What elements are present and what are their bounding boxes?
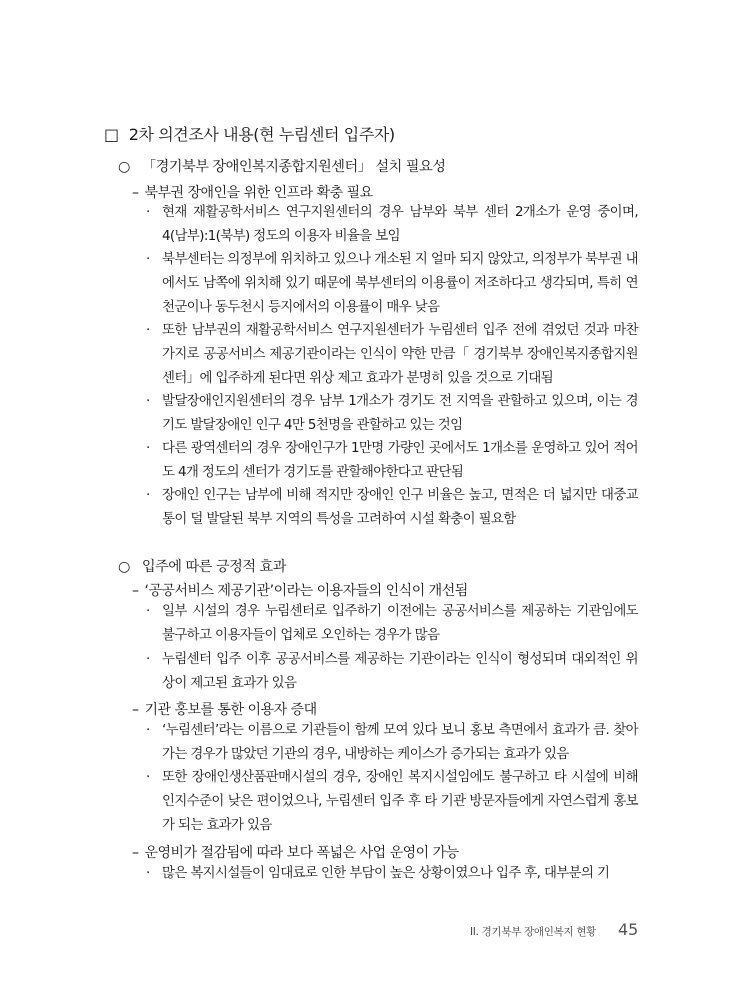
bullet-item: · 북부센터는 의정부에 위치하고 있으나 개소된 지 얼마 되지 않았고, 의정부가 북부권 내에서도 남쪽에 위치해 있기 때문에 북부센터의 이용률이 저조하다고 생각되며, 특히 연천군이나 동두천시 등지에서의 이용률이 매우 낮음	[146, 248, 638, 320]
circle-bullet-icon: ○	[118, 159, 130, 175]
dot-bullet-icon: ·	[146, 770, 150, 785]
dot-bullet-icon: ·	[146, 723, 150, 738]
section-heading	[104, 122, 395, 145]
dot-bullet-icon: ·	[146, 205, 150, 220]
subsection-title-2: ○ 입주에 따른 긍정적 효과	[118, 559, 286, 575]
bullet-item: · ‘누림센터’라는 이름으로 기관들이 함께 모여 있다 보니 홍보 측면에서 효과가 큼. 찾아가는 경우가 많았던 기관의 경우, 내방하는 케이스가 증가되는 효과가 있음	[146, 719, 638, 767]
dot-bullet-icon: ·	[146, 441, 150, 456]
bullet-item: · 현재 재활공학서비스 연구지원센터의 경우 남부와 북부 센터 2개소가 운영 중이며, 4(남부):1(북부) 정도의 이용자 비율을 보임	[146, 201, 638, 249]
bullet-item: · 다른 광역센터의 경우 장애인구가 1만명 가량인 곳에서도 1개소를 운영하고 있어 적어도 4개 정도의 센터가 경기도를 관할해야한다고 판단됨	[146, 437, 638, 485]
bullet-item: · 또한 장애인생산품판매시설의 경우, 장애인 복지시설임에도 불구하고 타 시설에 비해 인지수준이 낮은 편이었으나, 누림센터 입주 후 타 기관 방문자들에게 자연스럽게 홍보가 되는 효과가 있음	[146, 766, 638, 838]
dot-bullet-icon: ·	[146, 866, 150, 881]
bullet-item: · 일부 시설의 경우 누림센터로 입주하기 이전에는 공공서비스를 제공하는 기관임에도 불구하고 이용자들이 업체로 오인하는 경우가 많음	[146, 600, 638, 648]
dot-bullet-icon: ·	[146, 652, 150, 667]
dot-bullet-icon: ·	[146, 604, 150, 619]
bullet-item: · 누림센터 입주 이후 공공서비스를 제공하는 기관이라는 인식이 형성되며 대외적인 위상이 제고된 효과가 있음	[146, 648, 638, 696]
dot-bullet-icon: ·	[146, 394, 150, 409]
sub-point-title: – ‘공공서비스 제공기관’이라는 이용자들의 인식이 개선됨	[132, 583, 468, 599]
dot-bullet-icon: ·	[146, 252, 150, 267]
circle-bullet-icon: ○	[118, 559, 130, 575]
bullet-item: · 많은 복지시설들이 임대료로 인한 부담이 높은 상황이였으나 입주 후, 대부분의 기	[146, 862, 638, 886]
checkbox-square-icon: □	[104, 125, 119, 144]
subsection-title-1: ○ 「경기북부 장애인복지종합지원센터」 설치 필요성	[118, 159, 446, 175]
section-heading-text: 2차 의견조사 내용(현 누림센터 입주자)	[128, 125, 395, 144]
dot-bullet-icon: ·	[146, 488, 150, 503]
sub-point-title: – 운영비가 절감됨에 따라 보다 폭넓은 사업 운영이 가능	[132, 845, 459, 861]
sub-point-title: – 기관 홍보를 통한 이용자 증대	[132, 702, 317, 718]
bullet-item: · 장애인 인구는 남부에 비해 적지만 장애인 인구 비율은 높고, 면적은 더 넓지만 대중교통이 덜 발달된 북부 지역의 특성을 고려하여 시설 확충이 필요함	[146, 484, 638, 532]
sub-point-title: – 북부권 장애인을 위한 인프라 확충 필요	[132, 185, 373, 201]
bullet-item: · 발달장애인지원센터의 경우 남부 1개소가 경기도 전 지역을 관할하고 있으며, 이는 경기도 발달장애인 인구 4만 5천명을 관할하고 있는 것임	[146, 390, 638, 438]
bullet-item: · 또한 남부권의 재활공학서비스 연구지원센터가 누림센터 입주 전에 겪었던 것과 마찬가지로 공공서비스 제공기관이라는 인식이 약한 만큼「 경기북부 장애인복지종합지원센터」에 입주하게 된다면 위상 제고 효과가 분명히 있을 것으로 기대됨	[146, 319, 638, 391]
footer-chapter: II. 경기북부 장애인복지 현황	[470, 926, 597, 938]
page-number: 45	[618, 920, 639, 939]
dot-bullet-icon: ·	[146, 323, 150, 338]
